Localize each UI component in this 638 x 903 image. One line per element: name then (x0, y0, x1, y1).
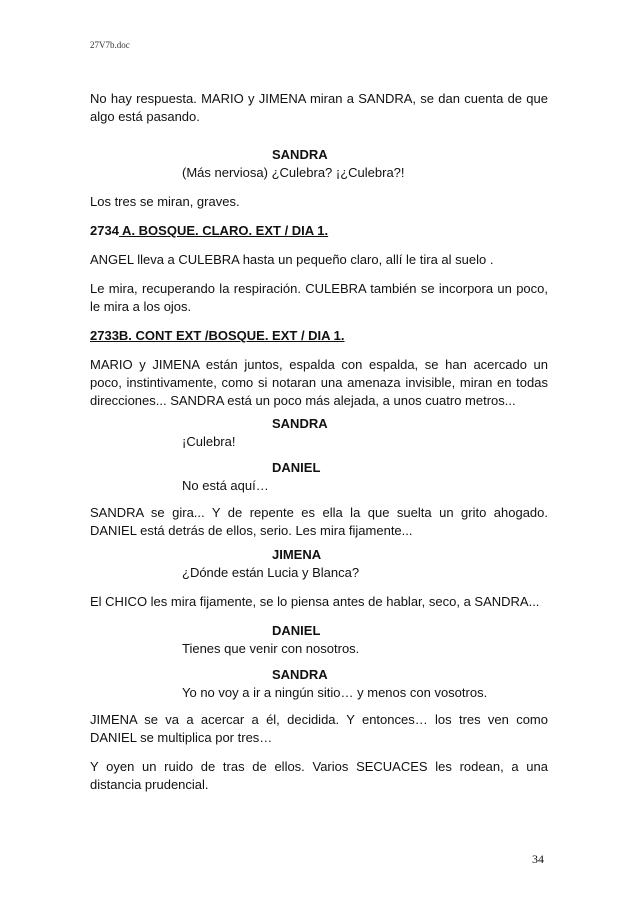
action-paragraph: El CHICO les mira fijamente, se lo piensa antes de hablar, seco, a SANDRA... (90, 594, 540, 609)
action-paragraph: No hay respuesta. MARIO y JIMENA miran a SANDRA, se dan cuenta de que algo está pasando. (90, 91, 548, 124)
action-paragraph: Y oyen un ruido de tras de ellos. Varios SECUACES les rodean, a una distancia prudencial. (90, 759, 548, 792)
scene-number: 2734 (90, 223, 119, 238)
dialogue-line: Tienes que venir con nosotros. (182, 641, 360, 656)
action-paragraph: JIMENA se va a acercar a él, decidida. Y entonces… los tres ven como DANIEL se multiplica por tres… (90, 712, 548, 745)
character-name: SANDRA (272, 667, 328, 682)
dialogue-line: No está aquí… (182, 478, 269, 493)
action-paragraph: ANGEL lleva a CULEBRA hasta un pequeño claro, allí le tira al suelo . (90, 252, 494, 267)
character-name: DANIEL (272, 460, 321, 475)
file-header: 27V7b.doc (90, 40, 130, 50)
dialogue-line: ¡Culebra! (182, 434, 236, 449)
dialogue-line: ¿Dónde están Lucia y Blanca? (182, 565, 360, 580)
scene-heading-text: 2733B. CONT EXT /BOSQUE. EXT / DIA 1. (90, 328, 345, 343)
character-name: SANDRA (272, 416, 328, 431)
scene-heading (90, 327, 345, 345)
character-name: SANDRA (272, 147, 328, 162)
action-paragraph: Le mira, recuperando la respiración. CULEBRA también se incorpora un poco, le mira a los ojos. (90, 281, 548, 314)
scene-heading (90, 222, 328, 240)
dialogue-line: (Más nerviosa) ¿Culebra? ¡¿Culebra?! (182, 165, 405, 180)
action-paragraph: MARIO y JIMENA están juntos, espalda con espalda, se han acercado un poco, instintivamente, como si notaran una amenaza invisible, miran en todas direcciones... SANDRA está un poco más alejada, a unos cuatro metros... (90, 357, 548, 408)
scene-heading-text: A. BOSQUE. CLARO. EXT / DIA 1. (118, 223, 329, 238)
character-name: JIMENA (272, 547, 322, 562)
page-number: 34 (532, 852, 544, 866)
dialogue-line: Yo no voy a ir a ningún sitio… y menos con vosotros. (182, 685, 488, 700)
action-paragraph: SANDRA se gira... Y de repente es ella la que suelta un grito ahogado. DANIEL está detrás de ellos, serio. Les mira fijamente... (90, 505, 548, 538)
character-name: DANIEL (272, 623, 321, 638)
action-paragraph: Los tres se miran, graves. (90, 194, 240, 209)
